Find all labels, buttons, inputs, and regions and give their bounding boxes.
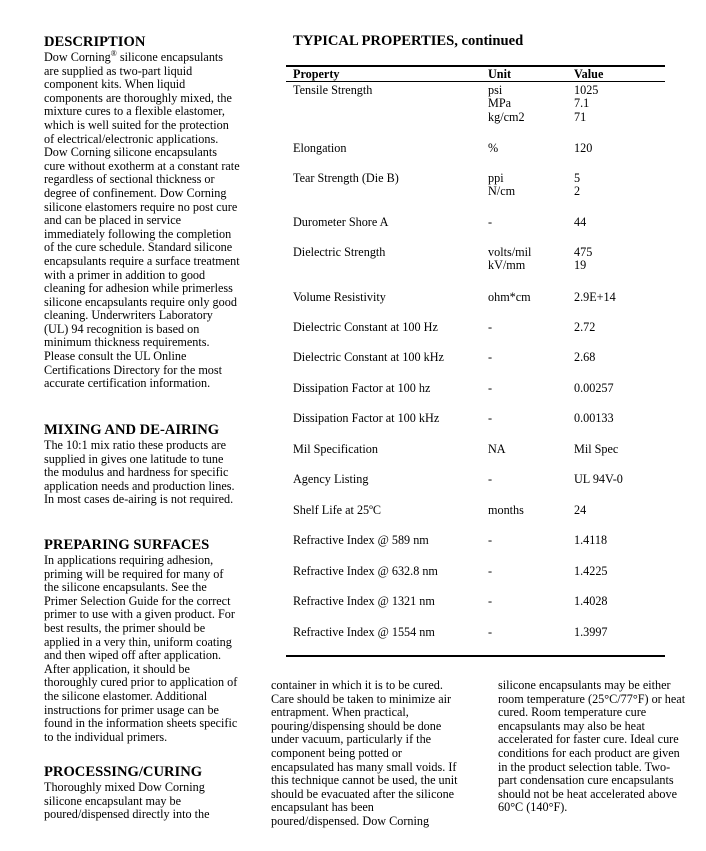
row-value: 1025 7.1 71 [574,83,599,124]
row-property: Refractive Index @ 632.8 nm [293,564,438,578]
row-value: 2.68 [574,350,596,364]
row-unit: months [488,503,524,517]
row-value: 5 2 [574,171,581,199]
row-unit: - [488,472,493,486]
preparing-heading: PREPARING SURFACES [44,537,210,553]
row-unit: - [488,411,493,425]
row-value: 24 [574,503,587,517]
row-value: 2.72 [574,320,596,334]
description-section [44,34,240,391]
row-unit: - [488,625,493,639]
row-property: Dielectric Strength [293,245,386,259]
row-unit: psi MPa kg/cm2 [488,83,525,124]
row-value: 1.3997 [574,625,608,639]
row-value: 475 19 [574,245,593,273]
row-value: 1.4118 [574,533,608,547]
row-unit: - [488,320,493,334]
row-property: Tear Strength (Die B) [293,171,399,185]
mixing-section [44,422,240,507]
middle-column [271,679,464,829]
description-text [44,48,240,391]
row-unit: - [488,350,493,364]
row-property: Elongation [293,141,347,155]
row-property: Agency Listing [293,472,369,486]
row-value: Mil Spec [574,442,619,456]
right-column [498,679,688,815]
row-unit: volts/mil kV/mm [488,245,532,273]
row-value: 0.00257 [574,381,614,395]
processing-text: Thoroughly mixed Dow Corning silicone encapsulant may be poured/dispensed directly into the [44,780,210,822]
header-unit: Unit [488,67,512,81]
registered-mark: ® [110,48,117,58]
row-property: Refractive Index @ 1554 nm [293,625,435,639]
row-property: Dissipation Factor at 100 kHz [293,411,440,425]
row-property: Volume Resistivity [293,290,386,304]
row-value: UL 94V-0 [574,472,623,486]
row-unit: ppi N/cm [488,171,516,199]
header-property: Property [293,67,340,81]
row-property: Shelf Life at 25ºC [293,503,382,517]
table-header-rule [286,81,665,82]
right-text: silicone encapsulants may be either room temperature (25°C/77°F) or heat cured. Room temperature cure encapsulants may also be heat accelerated for faster cure. Ideal cure conditions for each product are given in the product selection table. Two-part condensation cure encapsulants should not be heat accelerated above 60°C (140°F). [498,678,686,815]
table-title: TYPICAL PROPERTIES, continued [293,33,524,49]
row-unit: - [488,381,493,395]
row-property: Dielectric Constant at 100 kHz [293,350,444,364]
row-value: 44 [574,215,587,229]
table-top-rule [286,65,665,67]
row-value: 2.9E+14 [574,290,616,304]
row-value: 0.00133 [574,411,614,425]
row-value: 1.4225 [574,564,608,578]
table-bottom-rule [286,655,665,657]
preparing-text: In applications requiring adhesion, priming will be required for many of the silicone encapsulants. See the Primer Selection Guide for the correct primer to use with a given product. For best results, the primer should be applied in a very thin, uniform coating and then wiped off after application. After application, it should be thoroughly cured prior to application of the silicone elastomer. Additional instructions for primer usage can be found in the information sheets specific to the individual primers. [44,553,238,744]
brand-name: Dow Corning [44,50,111,64]
row-property: Mil Specification [293,442,378,456]
row-property: Refractive Index @ 589 nm [293,533,429,547]
processing-heading: PROCESSING/CURING [44,764,203,780]
row-value: 1.4028 [574,594,608,608]
row-unit: % [488,141,499,155]
mixing-heading: MIXING AND DE-AIRING [44,422,220,438]
row-unit: - [488,564,493,578]
preparing-section [44,537,240,744]
row-property: Tensile Strength [293,83,373,97]
row-property: Durometer Shore A [293,215,389,229]
row-unit: ohm*cm [488,290,531,304]
mixing-text: The 10:1 mix ratio these products are supplied in gives one latitude to tune the modulus and hardness for specific application needs and production lines. In most cases de-airing is not required. [44,438,235,507]
row-unit: NA [488,442,506,456]
row-value: 120 [574,141,593,155]
row-property: Dissipation Factor at 100 hz [293,381,431,395]
row-unit: - [488,215,493,229]
row-unit: - [488,533,493,547]
header-value: Value [574,67,604,81]
row-property: Refractive Index @ 1321 nm [293,594,435,608]
processing-section [44,764,240,822]
middle-text: container in which it is to be cured. Care should be taken to minimize air entrapment. When practical, pouring/dispensing should be done under vacuum, particularly if the component being potted or encapsulated has many small voids. If this technique cannot be used, the unit should be evacuated after the silicone encapsulant has been poured/dispensed. Dow Corning [271,678,458,828]
row-unit: - [488,594,493,608]
description-body: silicone encapsulants are supplied as two-part liquid component kits. When liquid components are thoroughly mixed, the mixture cures to a flexible elastomer, which is well suited for the protection of electrical/electronic applications. Dow Corning silicone encapsulants cure without exotherm at a constant rate regardless of sectional thickness or degree of confinement. Dow Corning silicone elastomers require no post cure and can be placed in service immediately following the completion of the cure schedule. Standard silicone encapsulants require a surface treatment with a primer in addition to good cleaning for adhesion while primerless silicone encapsulants require only good cleaning. Underwriters Laboratory (UL) 94 recognition is based on minimum thickness requirements. Please consult the UL Online Certifications Directory for the most accurate certification information. [44,50,240,391]
description-heading: DESCRIPTION [44,34,146,50]
row-property: Dielectric Constant at 100 Hz [293,320,438,334]
